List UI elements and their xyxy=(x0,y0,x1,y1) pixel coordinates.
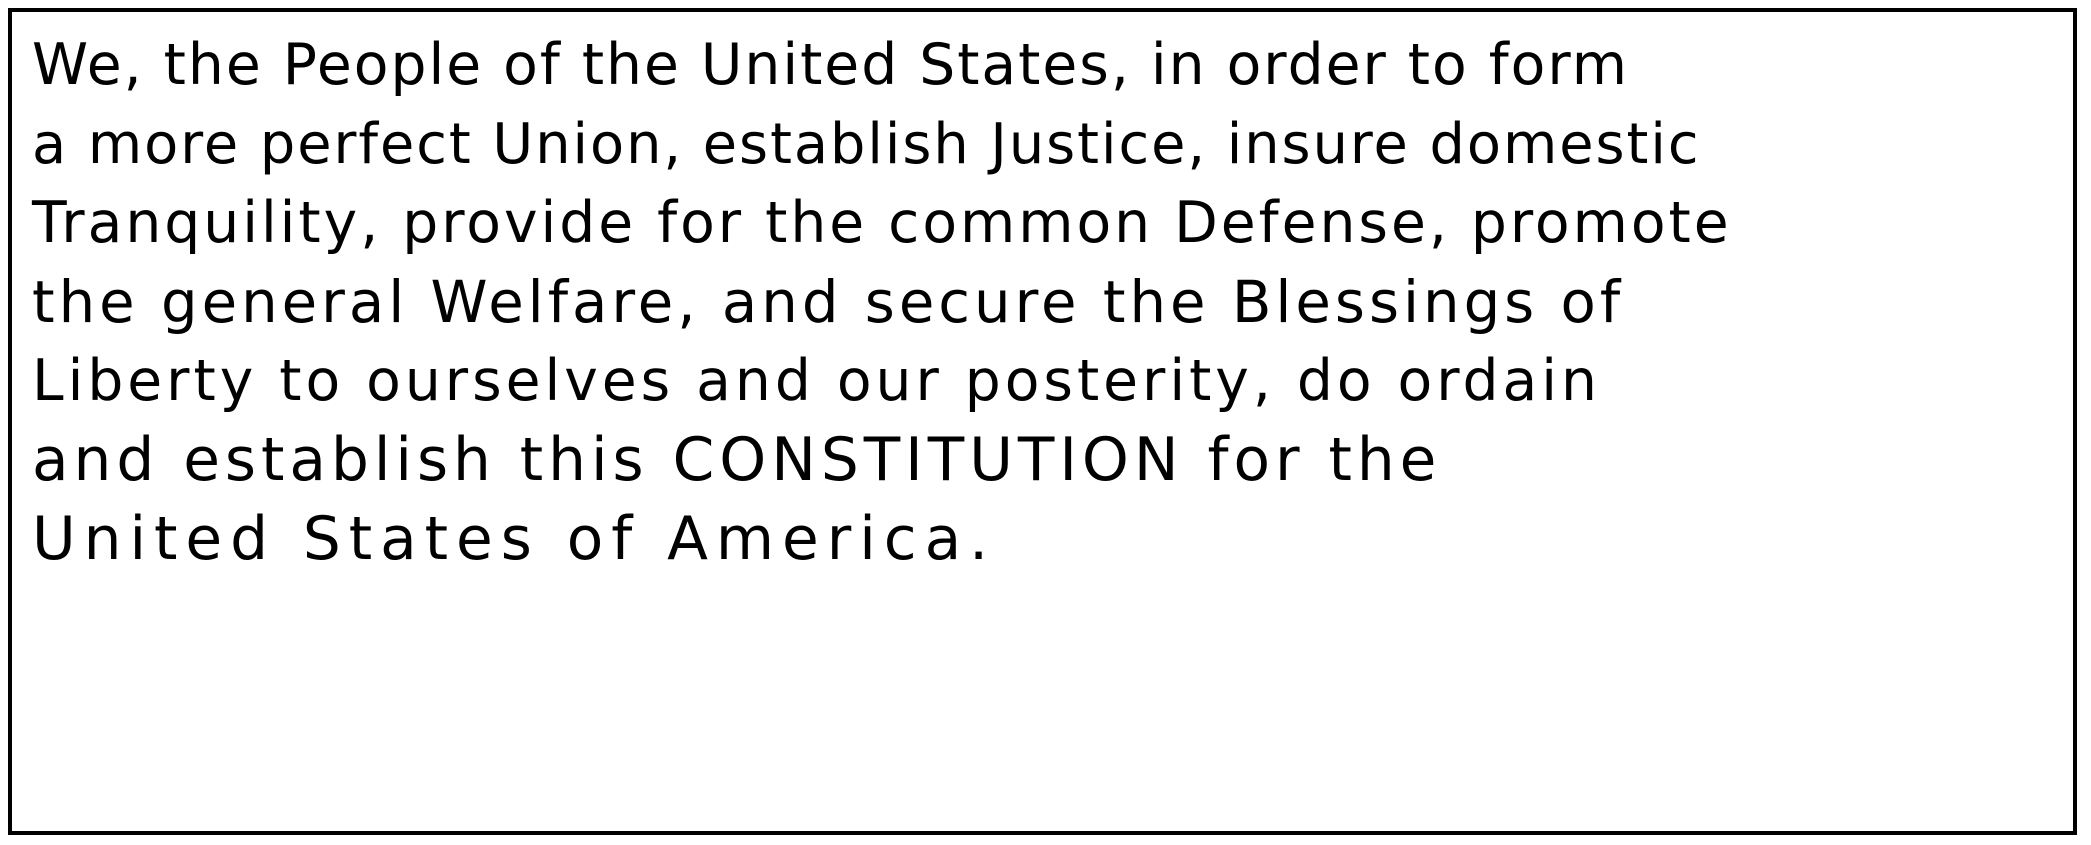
text-line-4: the general Welfare, and secure the Blessings of xyxy=(32,268,1625,336)
handwritten-text-block xyxy=(32,26,2062,579)
text-line-5: Liberty to ourselves and our posterity, do ordain xyxy=(32,348,1601,414)
text-line-7: United States of America. xyxy=(32,504,997,574)
handwritten-card xyxy=(8,8,2077,835)
text-line-6: and establish this CONSTITUTION for the xyxy=(32,425,1442,495)
text-line-1: We, the People of the United States, in order to form xyxy=(32,32,1629,98)
text-line-3: Tranquility, provide for the common Defense, promote xyxy=(32,190,1732,256)
text-line-2: a more perfect Union, establish Justice, insure domestic xyxy=(32,112,1701,177)
